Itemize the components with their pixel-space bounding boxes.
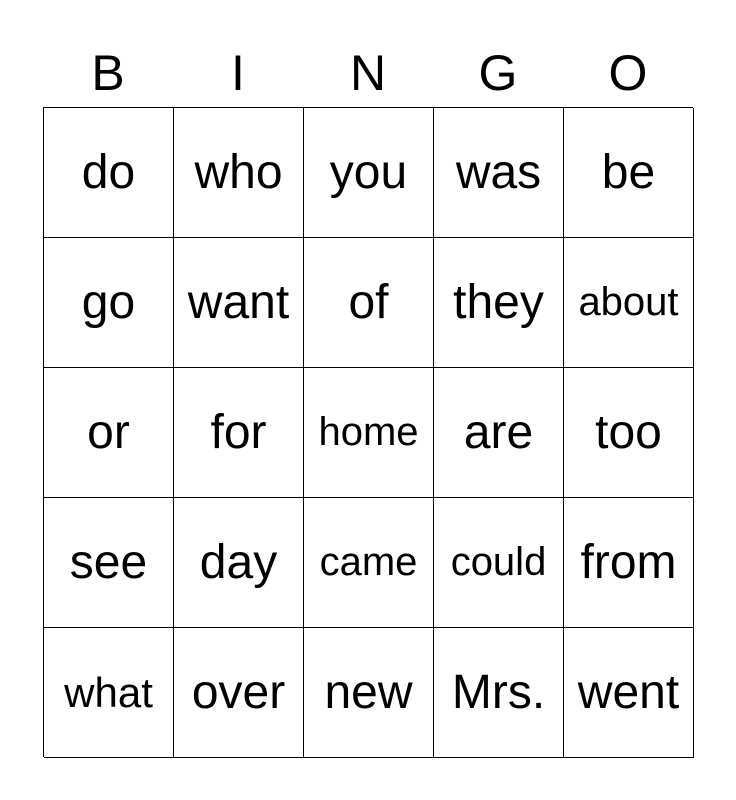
- bingo-cell: or: [44, 368, 174, 498]
- bingo-cell: be: [564, 108, 694, 238]
- bingo-cell: are: [434, 368, 564, 498]
- bingo-cell: home: [304, 368, 434, 498]
- bingo-cell: from: [564, 498, 694, 628]
- bingo-cell: go: [44, 238, 174, 368]
- bingo-cell: see: [44, 498, 174, 628]
- bingo-cell: could: [434, 498, 564, 628]
- bingo-header: [43, 42, 693, 104]
- bingo-cell: you: [304, 108, 434, 238]
- bingo-cell: about: [564, 238, 694, 368]
- bingo-cell: want: [174, 238, 304, 368]
- bingo-cell: new: [304, 628, 434, 758]
- header-letter-i: I: [231, 45, 245, 101]
- bingo-cell: day: [174, 498, 304, 628]
- header-letter-o: O: [608, 45, 648, 101]
- bingo-cell: too: [564, 368, 694, 498]
- bingo-cell: they: [434, 238, 564, 368]
- header-letter-g: G: [478, 45, 518, 101]
- bingo-cell: what: [44, 628, 174, 758]
- bingo-cell: over: [174, 628, 304, 758]
- bingo-cell: went: [564, 628, 694, 758]
- bingo-cell: Mrs.: [434, 628, 564, 758]
- bingo-grid: [43, 107, 693, 757]
- header-letter-n: N: [349, 45, 387, 101]
- header-letter-b: B: [91, 45, 125, 101]
- bingo-cell: do: [44, 108, 174, 238]
- bingo-cell: who: [174, 108, 304, 238]
- bingo-cell: came: [304, 498, 434, 628]
- bingo-cell: of: [304, 238, 434, 368]
- bingo-cell: for: [174, 368, 304, 498]
- bingo-cell: was: [434, 108, 564, 238]
